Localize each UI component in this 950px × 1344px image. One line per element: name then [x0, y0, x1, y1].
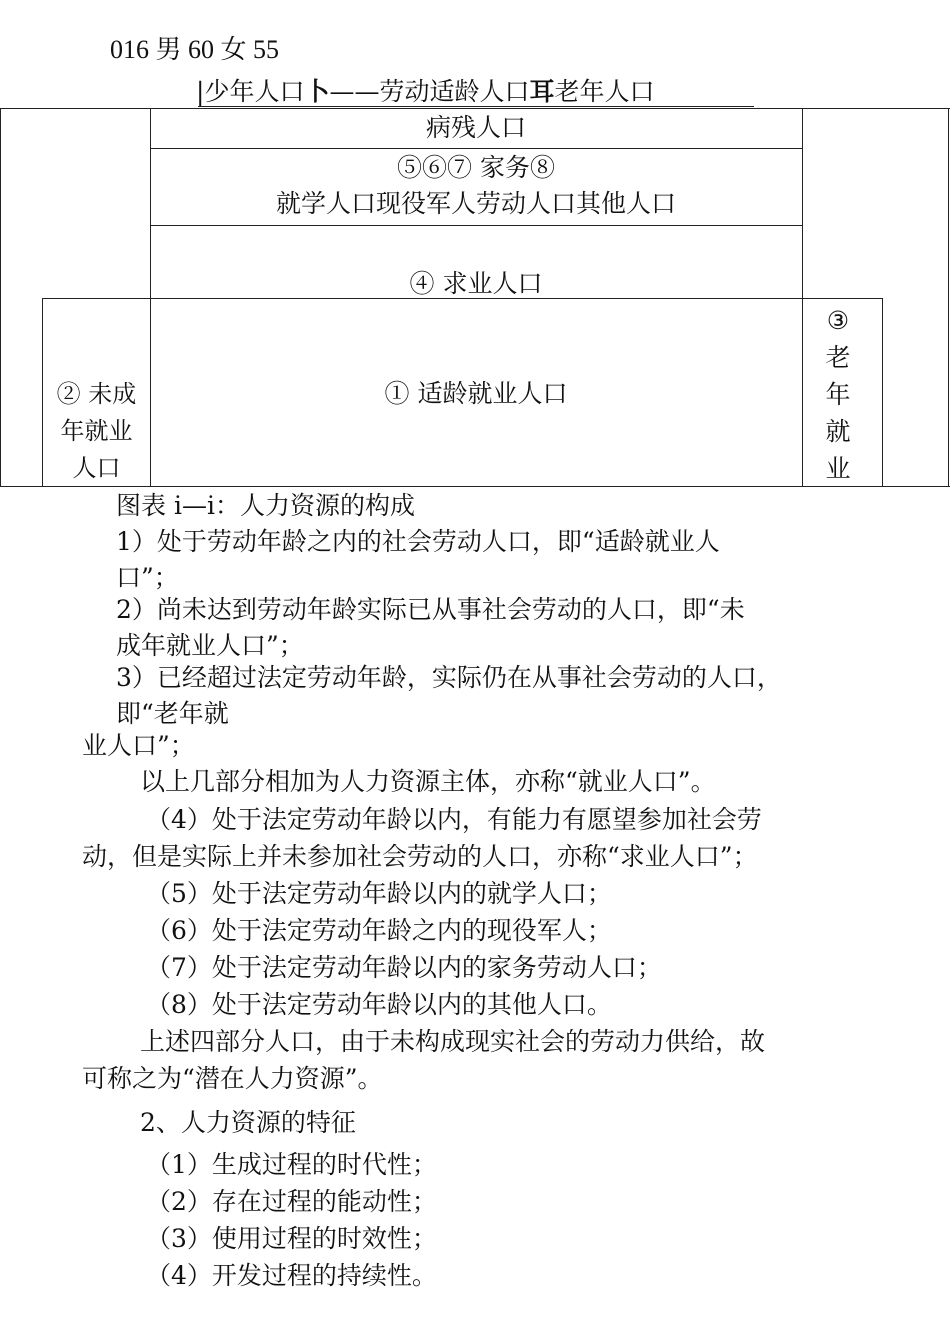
- list-item-line: 成年就业人口”；: [116, 631, 304, 660]
- feature-1: （1）生成过程的时代性；: [146, 1150, 437, 1179]
- feature-2: （2）存在过程的能动性；: [146, 1187, 437, 1216]
- list-item-2: [116, 592, 745, 664]
- item-6: （6）处于法定劳动年龄之内的现役军人；: [146, 916, 612, 945]
- elderly-employed-char: 就: [825, 417, 851, 446]
- latent-resources-line-2: 可称之为“潜在人力资源”。: [82, 1064, 383, 1093]
- item-8: （8）处于法定劳动年龄以内的其他人口。: [146, 990, 612, 1019]
- divider-row-1: [150, 148, 802, 149]
- age-groups-prefix: |: [196, 77, 205, 106]
- working-age-employed-cell: ① 适龄就业人口: [384, 379, 568, 408]
- feature-3: （3）使用过程的时效性；: [146, 1224, 437, 1253]
- section-title: 2、人力资源的特征: [140, 1108, 356, 1137]
- dash-separator: ——: [329, 77, 380, 106]
- job-seeking-population-cell: ④ 求业人口: [409, 269, 543, 298]
- list-item-line: 即“老年就: [116, 699, 229, 728]
- youth-population-label: 少年人口: [204, 77, 305, 106]
- separator-mark-1: 卜: [304, 77, 330, 106]
- latent-categories-cell: 就学人口现役军人劳动人口其他人口: [275, 189, 676, 218]
- list-item-line: 口”；: [116, 563, 179, 592]
- list-item-line: 1）处于劳动年龄之内的社会劳动人口，即“适龄就业人: [116, 527, 720, 556]
- header-underline: [198, 106, 754, 107]
- minor-employed-line: 年就业: [60, 417, 133, 445]
- minor-employed-line: 人口: [72, 454, 121, 482]
- list-item-line: 3）已经超过法定劳动年龄，实际仍在从事社会劳动的人口，: [116, 663, 782, 692]
- elderly-employed-char: 业: [825, 454, 851, 483]
- diagram-right-border: [948, 108, 949, 486]
- list-item-3: [116, 660, 782, 732]
- circle-numbers-cell: ⑤⑥⑦ 家务⑧: [397, 153, 555, 182]
- elderly-employed-char: 年: [825, 380, 851, 409]
- elderly-employed-char: ③: [826, 306, 850, 335]
- disabled-population-cell: 病残人口: [425, 113, 526, 142]
- inner-box-right: [882, 298, 883, 486]
- figure-caption: 图表 i—i：人力资源的构成: [116, 491, 415, 520]
- divider-right-column: [802, 108, 803, 486]
- elderly-population-label: 老年人口: [554, 77, 655, 106]
- list-item-1: [116, 524, 720, 596]
- item-7: （7）处于法定劳动年龄以内的家务劳动人口；: [146, 953, 662, 982]
- item-5: （5）处于法定劳动年龄以内的就学人口；: [146, 879, 612, 908]
- age-groups-row: [196, 74, 655, 110]
- latent-resources-line-1: 上述四部分人口，由于未构成现实社会的劳动力供给，故: [140, 1027, 766, 1056]
- diagram-left-border: [0, 108, 1, 486]
- feature-4: （4）开发过程的持续性。: [146, 1261, 437, 1290]
- separator-mark-2: 耳: [529, 77, 555, 106]
- list-item-line: 2）尚未达到劳动年龄实际已从事社会劳动的人口，即“未: [116, 595, 745, 624]
- minor-employed-line: ② 未成: [56, 380, 137, 408]
- diagram-top-border: [0, 108, 950, 109]
- elderly-employed-cell: [818, 302, 858, 487]
- elderly-employed-char: 老: [825, 343, 851, 372]
- list-item-3-tail: 业人口”；: [82, 731, 195, 760]
- minor-employed-cell: [43, 376, 150, 487]
- summary-paragraph: 以上几部分相加为人力资源主体，亦称“就业人口”。: [140, 767, 716, 796]
- item-4-line-1: （4）处于法定劳动年龄以内，有能力有愿望参加社会劳: [146, 805, 762, 834]
- divider-row-2: [150, 225, 802, 226]
- working-age-population-label: 劳动适龄人口: [379, 77, 530, 106]
- item-4-line-2: 动，但是实际上并未参加社会劳动的人口，亦称“求业人口”；: [82, 842, 758, 871]
- age-thresholds: 016 男 60 女 55: [110, 35, 280, 64]
